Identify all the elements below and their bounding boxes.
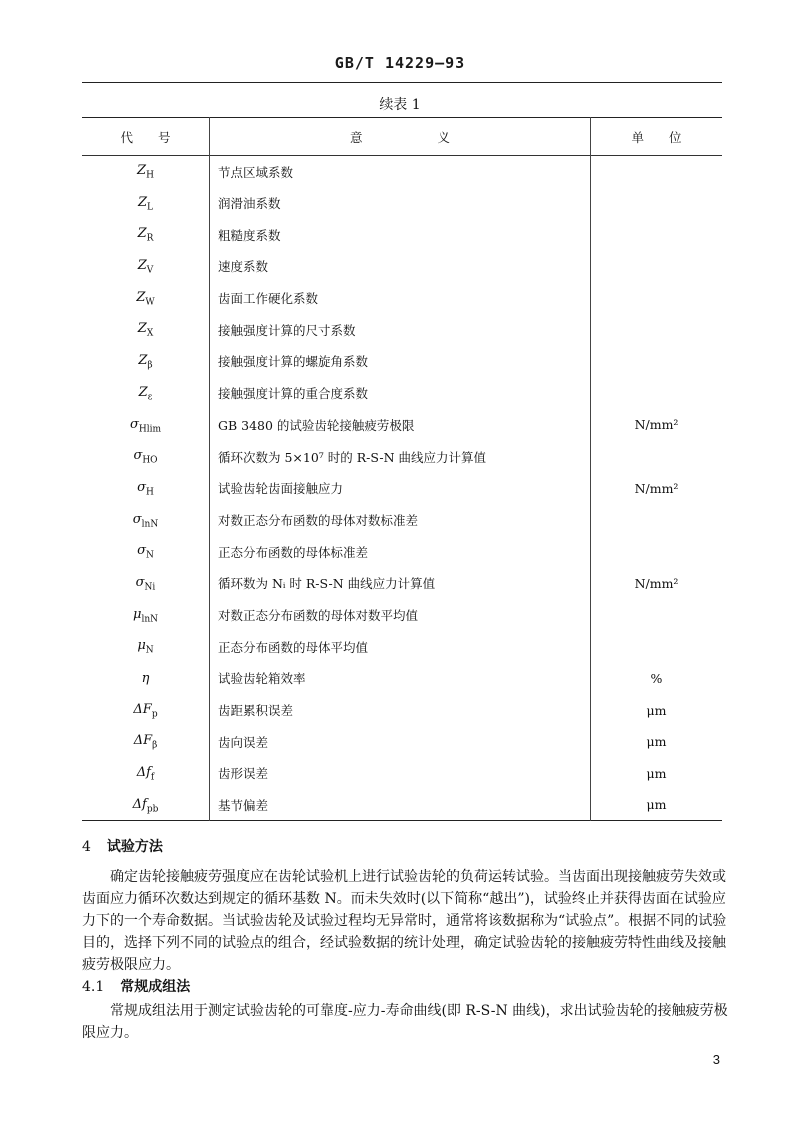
table-row (82, 346, 722, 378)
unit-cell: N/mm² (634, 575, 679, 591)
unit-cell: N/mm² (634, 480, 679, 496)
meaning-cell: 循环次数为 5×10⁷ 时的 R-S-N 曲线应力计算值 (210, 441, 591, 473)
unit-cell (591, 631, 723, 663)
unit-cell (591, 441, 723, 473)
unit-cell (591, 346, 723, 378)
meaning-cell: 齿面工作硬化系数 (210, 282, 591, 314)
meaning-cell: 正态分布函数的母体平均值 (210, 631, 591, 663)
symbol-code: $\sigma_{Ni}$ (135, 574, 156, 593)
unit-cell (591, 187, 723, 219)
unit-cell (591, 314, 723, 346)
symbol-code: $\Delta f_f$ (136, 765, 155, 783)
meaning-cell: 循环数为 Nᵢ 时 R-S-N 曲线应力计算值 (210, 567, 591, 599)
unit-cell (591, 156, 723, 188)
meaning-cell: 粗糙度系数 (210, 219, 591, 251)
table-row (82, 409, 722, 441)
symbol-cell (82, 726, 210, 758)
meaning-cell: 接触强度计算的螺旋角系数 (210, 346, 591, 378)
table-row (82, 694, 722, 726)
table-row (82, 536, 722, 568)
section-4-heading (82, 836, 732, 858)
symbol-cell (82, 187, 210, 219)
section-number: 4.1 (82, 979, 105, 995)
page-number: 3 (712, 1052, 720, 1067)
table-title: 续表 1 (379, 97, 421, 113)
table-row (82, 789, 722, 821)
unit-cell (591, 536, 723, 568)
table-row (82, 282, 722, 314)
symbol-code: $Z_L$ (137, 194, 154, 213)
symbol-cell (82, 409, 210, 441)
meaning-cell: 对数正态分布函数的母体对数平均值 (210, 599, 591, 631)
symbol-code: $\sigma_H$ (137, 479, 154, 498)
table-row (82, 377, 722, 409)
meaning-cell: 速度系数 (210, 251, 591, 283)
unit-cell: % (650, 670, 663, 686)
table-row (82, 726, 722, 758)
table-row (82, 251, 722, 283)
symbol-code: $\Delta F_\beta$ (133, 733, 158, 752)
column-header-symbol: 代 号 (82, 118, 210, 156)
meaning-cell: 齿向误差 (210, 726, 591, 758)
table-row (82, 156, 722, 188)
meaning-cell: 节点区域系数 (210, 156, 591, 188)
symbol-code: $\mu_N$ (137, 638, 154, 656)
meaning-cell: 润滑油系数 (210, 187, 591, 219)
section-4-1-heading (82, 976, 732, 998)
symbol-code: $Z_V$ (137, 258, 154, 276)
unit-cell (591, 504, 723, 536)
symbol-code: $Z_R$ (137, 226, 154, 245)
symbol-cell (82, 694, 210, 726)
symbol-code: $\mu_{lnN}$ (132, 606, 158, 625)
unit-cell: μm (646, 765, 667, 781)
symbol-code: $Z_W$ (136, 289, 155, 308)
symbol-table (82, 117, 722, 821)
meaning-cell: 正态分布函数的母体标准差 (210, 536, 591, 568)
symbol-cell (82, 314, 210, 346)
unit-cell: μm (646, 702, 667, 718)
symbol-code: $\sigma_{lnN}$ (132, 511, 159, 530)
symbol-code: $Z_H$ (137, 163, 154, 181)
unit-cell: μm (646, 734, 667, 750)
table-row (82, 631, 722, 663)
table-row (82, 504, 722, 536)
meaning-cell: 接触强度计算的尺寸系数 (210, 314, 591, 346)
symbol-cell (82, 472, 210, 504)
meaning-cell: 齿距累积误差 (210, 694, 591, 726)
symbol-cell (82, 377, 210, 409)
symbol-code: $\Delta f_{pb}$ (132, 796, 159, 815)
meaning-cell: 齿形误差 (210, 758, 591, 790)
section-4-1-paragraph: 常规成组法用于测定试验齿轮的可靠度-应力-寿命曲线(即 R-S-N 曲线)，求出试验齿轮的接触疲劳极限应力。 (82, 1003, 728, 1041)
section-number: 4 (82, 839, 91, 855)
symbol-code: η (141, 671, 150, 687)
table-row (82, 758, 722, 790)
meaning-cell: 接触强度计算的重合度系数 (210, 377, 591, 409)
symbol-cell (82, 758, 210, 790)
table-row (82, 663, 722, 695)
unit-cell (591, 219, 723, 251)
table-body (82, 156, 722, 821)
column-header-meaning: 意 义 (210, 118, 591, 156)
symbol-cell (82, 504, 210, 536)
symbol-cell (82, 789, 210, 821)
symbol-cell (82, 631, 210, 663)
table-row (82, 314, 722, 346)
symbol-cell (82, 567, 210, 599)
symbol-cell (82, 663, 210, 695)
table-header-row (82, 118, 722, 156)
unit-cell: N/mm² (634, 417, 679, 433)
table-row (82, 599, 722, 631)
unit-cell (591, 377, 723, 409)
section-title: 试验方法 (106, 839, 163, 855)
symbol-code: $\sigma_N$ (137, 543, 154, 561)
table-row (82, 187, 722, 219)
meaning-cell: 对数正态分布函数的母体对数标准差 (210, 504, 591, 536)
symbol-cell (82, 441, 210, 473)
table-row (82, 441, 722, 473)
symbol-code: $\Delta F_p$ (133, 701, 158, 720)
unit-cell (591, 282, 723, 314)
symbol-cell (82, 536, 210, 568)
meaning-cell: GB 3480 的试验齿轮接触疲劳极限 (210, 409, 591, 441)
unit-cell: μm (646, 797, 667, 813)
unit-cell (591, 599, 723, 631)
standard-code-header: GB/T 14229—93 (334, 54, 466, 72)
symbol-code: $Z_\beta$ (138, 353, 153, 371)
symbol-code: $Z_X$ (137, 321, 154, 340)
symbol-cell (82, 282, 210, 314)
symbol-cell (82, 346, 210, 378)
meaning-cell: 试验齿轮齿面接触应力 (210, 472, 591, 504)
table-row (82, 472, 722, 504)
table-row (82, 567, 722, 599)
symbol-code: $Z_\varepsilon$ (138, 384, 153, 403)
unit-cell (591, 251, 723, 283)
header-rule (82, 82, 722, 83)
meaning-cell: 试验齿轮箱效率 (210, 663, 591, 695)
column-header-unit: 单 位 (631, 129, 682, 145)
symbol-cell (82, 219, 210, 251)
symbol-cell (82, 156, 210, 188)
symbol-cell (82, 251, 210, 283)
meaning-cell: 基节偏差 (210, 789, 591, 821)
table-row (82, 219, 722, 251)
section-4-paragraph: 确定齿轮接触疲劳强度应在齿轮试验机上进行试验齿轮的负荷运转试验。当齿面出现接触疲劳失效或齿面应力循环次数达到规定的循环基数 N。而未失效时(以下简称“越出”)，试验终止并获得齿面在试验应力下的一个寿命数据。当试验齿轮及试验过程均无异常时，通常将该数据称为“试验点”。根据不同的试验目的，选择下列不同的试验点的组合，经试验数据的统计处理，确定试验齿轮的接触疲劳特性曲线及接触疲劳极限应力。 (82, 869, 727, 973)
symbol-code: $\sigma_{HO}$ (133, 448, 158, 466)
symbol-code: $\sigma_{Hlim}$ (129, 416, 161, 435)
symbol-cell (82, 599, 210, 631)
section-title: 常规成组法 (120, 979, 191, 995)
